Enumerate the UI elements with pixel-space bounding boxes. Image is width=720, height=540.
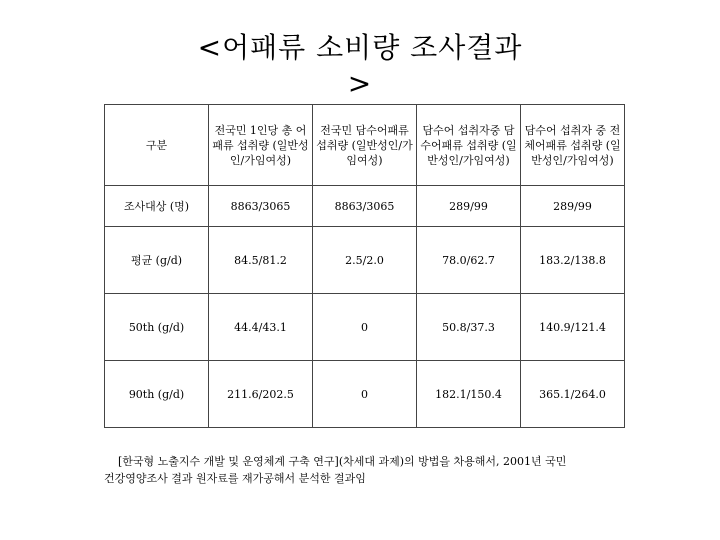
- table-cell: 365.1/264.0: [521, 361, 625, 428]
- row-label: 평균 (g/d): [105, 227, 209, 294]
- table-cell: 183.2/138.8: [521, 227, 625, 294]
- table-cell: 8863/3065: [313, 186, 417, 227]
- table-cell: 0: [313, 361, 417, 428]
- table-cell: 140.9/121.4: [521, 294, 625, 361]
- table-cell: 0: [313, 294, 417, 361]
- table-cell: 84.5/81.2: [209, 227, 313, 294]
- header-cell-total-seafood: 전국민 1인당 총 어패류 섭취량 (일반성인/가임여성): [209, 105, 313, 186]
- table-cell: 78.0/62.7: [417, 227, 521, 294]
- table-cell: 182.1/150.4: [417, 361, 521, 428]
- table-cell: 44.4/43.1: [209, 294, 313, 361]
- table-row: [105, 186, 625, 227]
- table-row: [105, 361, 625, 428]
- table-row: [105, 294, 625, 361]
- table-cell: 289/99: [521, 186, 625, 227]
- slide-title-line-1: <어패류 소비량 조사결과: [197, 31, 523, 64]
- row-label: 50th (g/d): [105, 294, 209, 361]
- slide-title: [0, 30, 720, 102]
- header-cell-freshwater-all: 전국민 담수어패류 섭취량 (일반성인/가임여성): [313, 105, 417, 186]
- source-note-line-1: [한국형 노출지수 개발 및 운영체계 구축 연구](차세대 과제)의 방법을 차용해서, 2001년 국민: [118, 455, 567, 468]
- header-cell-freshwater-consumers: 담수어 섭취자중 담수어패류 섭취량 (일반성인/가임여성): [417, 105, 521, 186]
- table-cell: 211.6/202.5: [209, 361, 313, 428]
- row-label: 조사대상 (명): [105, 186, 209, 227]
- header-cell-consumers-total-seafood: 담수어 섭취자 중 전체어패류 섭취량 (일반성인/가임여성): [521, 105, 625, 186]
- source-note-line-2: 건강영양조사 결과 원자료를 재가공해서 분석한 결과임: [104, 472, 366, 485]
- consumption-table-container: [104, 104, 624, 428]
- table-cell: 8863/3065: [209, 186, 313, 227]
- table-cell: 2.5/2.0: [313, 227, 417, 294]
- table-header-row: [105, 105, 625, 186]
- header-cell-category: 구분: [105, 105, 209, 186]
- consumption-table: [104, 104, 625, 428]
- row-label: 90th (g/d): [105, 361, 209, 428]
- table-row: [105, 227, 625, 294]
- table-cell: 50.8/37.3: [417, 294, 521, 361]
- slide-title-line-2: >: [347, 67, 373, 100]
- table-cell: 289/99: [417, 186, 521, 227]
- source-note: [104, 453, 644, 487]
